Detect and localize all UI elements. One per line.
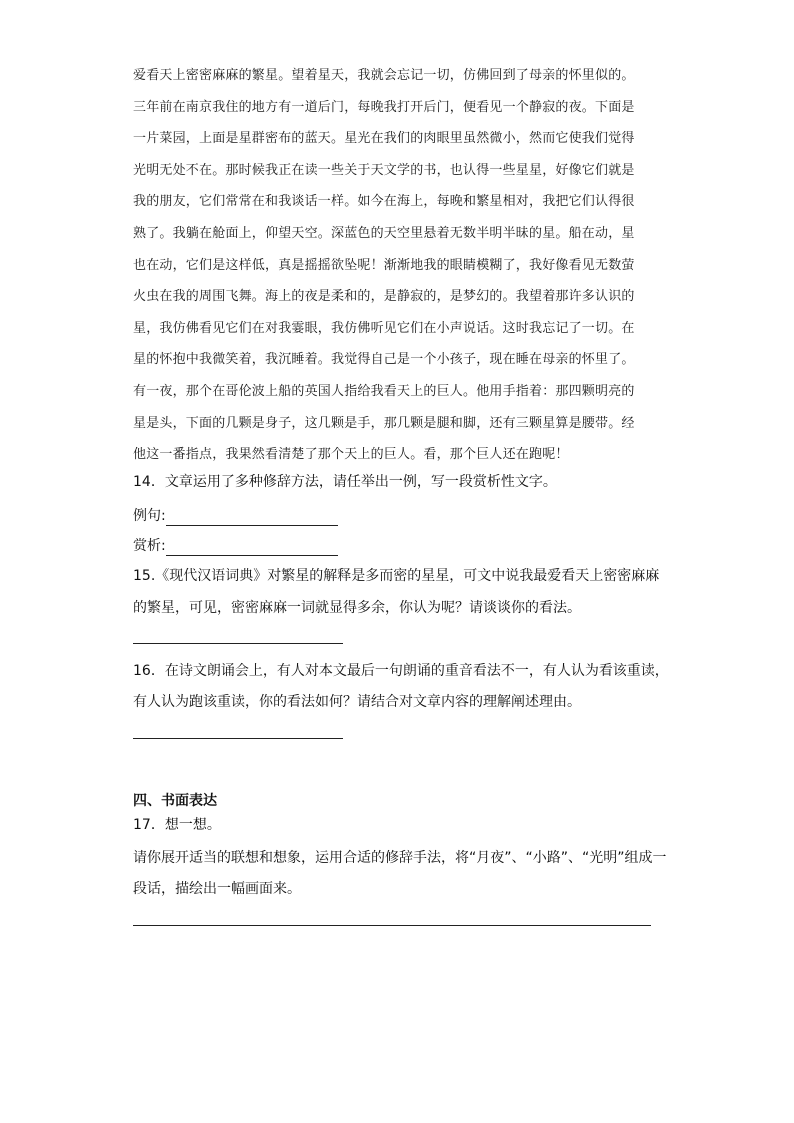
question-16-line2: 有人认为跑该重读，你的看法如何？请结合对文章内容的理解阐述理由。 <box>133 694 581 710</box>
passage-line: 星的怀抱中我微笑着，我沉睡着。我觉得自己是一个小孩子，现在睡在母亲的怀里了。 <box>133 352 635 368</box>
passage-line: 星，我仿佛看见它们在对我霎眼，我仿佛听见它们在小声说话。这时我忘记了一切。在 <box>133 320 635 336</box>
question-16-line1: 16．在诗文朗诵会上，有人对本文最后一句朗诵的重音看法不一，有人认为看该重读， <box>133 663 669 679</box>
passage-line: 光明无处不在。那时候我正在读一些关于天文学的书，也认得一些星星，好像它们就是 <box>133 162 635 178</box>
question-14: 14．文章运用了多种修辞方法，请任举出一例，写一段赏析性文字。 <box>133 474 557 490</box>
question-17-line2: 段话，描绘出一幅画面来。 <box>133 881 301 897</box>
reading-passage <box>133 60 673 471</box>
q14-analysis-label: 赏析: <box>133 538 166 554</box>
q17-answer-line[interactable] <box>133 925 651 926</box>
section-4-title: 四、书面表达 <box>133 793 217 809</box>
passage-line: 他这一番指点，我果然看清楚了那个天上的巨人。看，那个巨人还在跑呢！ <box>133 447 569 463</box>
q14-example-label: 例句: <box>133 508 166 524</box>
passage-line: 爱看天上密密麻麻的繁星。望着星天，我就会忘记一切，仿佛回到了母亲的怀里似的。 <box>133 68 635 83</box>
q14-example-row <box>133 506 338 526</box>
question-15-line2: 的繁星，可见，密密麻麻一词就显得多余，你认为呢？请谈谈你的看法。 <box>133 600 581 616</box>
question-17-title: 17．想一想。 <box>133 817 221 833</box>
q14-analysis-row <box>133 536 338 556</box>
passage-line: 一片菜园，上面是星群密布的蓝天。星光在我们的肉眼里虽然微小，然而它使我们觉得 <box>133 131 635 147</box>
q16-answer-line[interactable] <box>133 738 343 739</box>
question-17-line1: 请你展开适当的联想和想象，运用合适的修辞手法，将“月夜”、“小路”、“光明”组成一 <box>133 850 667 866</box>
passage-line: 火虫在我的周围飞舞。海上的夜是柔和的，是静寂的，是梦幻的。我望着那许多认识的 <box>133 289 635 305</box>
passage-line: 也在动，它们是这样低，真是摇摇欲坠呢！渐渐地我的眼睛模糊了，我好像看见无数萤 <box>133 257 635 273</box>
passage-line: 我的朋友，它们常常在和我谈话一样。如今在海上，每晚和繁星相对，我把它们认得很 <box>133 194 635 210</box>
passage-line: 熟了。我躺在舱面上，仰望天空。深蓝色的天空里悬着无数半明半昧的星。船在动，星 <box>133 225 635 241</box>
passage-line: 有一夜，那个在哥伦波上船的英国人指给我看天上的巨人。他用手指着：那四颗明亮的 <box>133 383 635 399</box>
passage-line: 三年前在南京我住的地方有一道后门，每晚我打开后门，便看见一个静寂的夜。下面是 <box>133 99 635 115</box>
q14-analysis-answer-blank[interactable] <box>166 539 338 556</box>
question-15-line1: 15.《现代汉语词典》对繁星的解释是多而密的星星，可文中说我最爱看天上密密麻麻 <box>133 568 660 584</box>
q14-example-answer-blank[interactable] <box>166 509 338 526</box>
passage-line: 星是头，下面的几颗是身子，这几颗是手，那几颗是腿和脚，还有三颗星算是腰带。经 <box>133 415 635 431</box>
q15-answer-line[interactable] <box>133 643 343 644</box>
